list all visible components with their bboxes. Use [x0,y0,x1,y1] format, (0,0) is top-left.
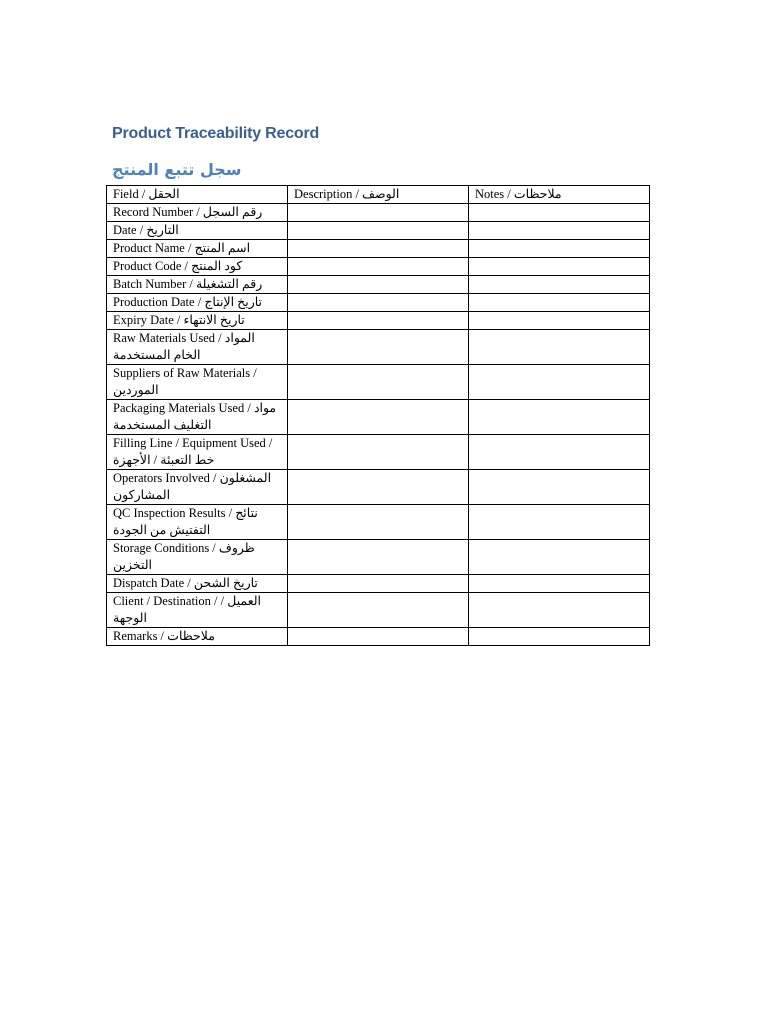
field-cell: Packaging Materials Used / مواد التغليف المستخدمة [107,400,288,435]
notes-cell[interactable] [469,365,650,400]
description-cell[interactable] [288,505,469,540]
notes-cell[interactable] [469,204,650,222]
field-cell: Dispatch Date / تاريخ الشحن [107,575,288,593]
notes-cell[interactable] [469,240,650,258]
table-row [107,294,650,312]
traceability-table [106,185,650,646]
header-description: Description / الوصف [288,186,469,204]
table-row [107,330,650,365]
description-cell[interactable] [288,400,469,435]
field-cell: QC Inspection Results / نتائج التفتيش من الجودة [107,505,288,540]
field-cell: Client / Destination / العميل / الوجهة [107,593,288,628]
description-cell[interactable] [288,222,469,240]
notes-cell[interactable] [469,505,650,540]
table-row [107,540,650,575]
header-field: Field / الحقل [107,186,288,204]
table-row [107,222,650,240]
field-cell: Operators Involved / المشغلون المشاركون [107,470,288,505]
notes-cell[interactable] [469,593,650,628]
table-row [107,365,650,400]
field-cell: Date / التاريخ [107,222,288,240]
table-row [107,505,650,540]
notes-cell[interactable] [469,258,650,276]
description-cell[interactable] [288,628,469,646]
description-cell[interactable] [288,276,469,294]
notes-cell[interactable] [469,540,650,575]
description-cell[interactable] [288,365,469,400]
description-cell[interactable] [288,575,469,593]
notes-cell[interactable] [469,470,650,505]
field-cell: Storage Conditions / ظروف التخزين [107,540,288,575]
table-body [107,204,650,646]
document-title-english: Product Traceability Record [112,125,320,142]
table-row [107,593,650,628]
notes-cell[interactable] [469,276,650,294]
description-cell[interactable] [288,204,469,222]
notes-cell[interactable] [469,435,650,470]
description-cell[interactable] [288,240,469,258]
description-cell[interactable] [288,593,469,628]
field-cell: Record Number / رقم السجل [107,204,288,222]
table-row [107,204,650,222]
field-cell: Expiry Date / تاريخ الانتهاء [107,312,288,330]
field-cell: Production Date / تاريخ الإنتاج [107,294,288,312]
table-row [107,312,650,330]
description-cell[interactable] [288,258,469,276]
description-cell[interactable] [288,435,469,470]
notes-cell[interactable] [469,222,650,240]
field-cell: Product Name / اسم المنتج [107,240,288,258]
description-cell[interactable] [288,540,469,575]
description-cell[interactable] [288,330,469,365]
notes-cell[interactable] [469,628,650,646]
table-row [107,276,650,294]
notes-cell[interactable] [469,294,650,312]
notes-cell[interactable] [469,330,650,365]
description-cell[interactable] [288,312,469,330]
field-cell: Filling Line / Equipment Used / خط التعبئة / الأجهزة [107,435,288,470]
field-cell: Raw Materials Used / المواد الخام المستخدمة [107,330,288,365]
table-row [107,240,650,258]
document-title-arabic: سجل تتبع المنتج [112,160,242,179]
field-cell: Suppliers of Raw Materials / الموردين [107,365,288,400]
notes-cell[interactable] [469,312,650,330]
table-header-row [107,186,650,204]
table-row [107,470,650,505]
header-notes: Notes / ملاحظات [469,186,650,204]
description-cell[interactable] [288,294,469,312]
notes-cell[interactable] [469,575,650,593]
description-cell[interactable] [288,470,469,505]
table-row [107,628,650,646]
table-row [107,258,650,276]
table-row [107,400,650,435]
field-cell: Product Code / كود المنتج [107,258,288,276]
table-row [107,435,650,470]
field-cell: Batch Number / رقم التشغيلة [107,276,288,294]
notes-cell[interactable] [469,400,650,435]
field-cell: Remarks / ملاحظات [107,628,288,646]
table-row [107,575,650,593]
